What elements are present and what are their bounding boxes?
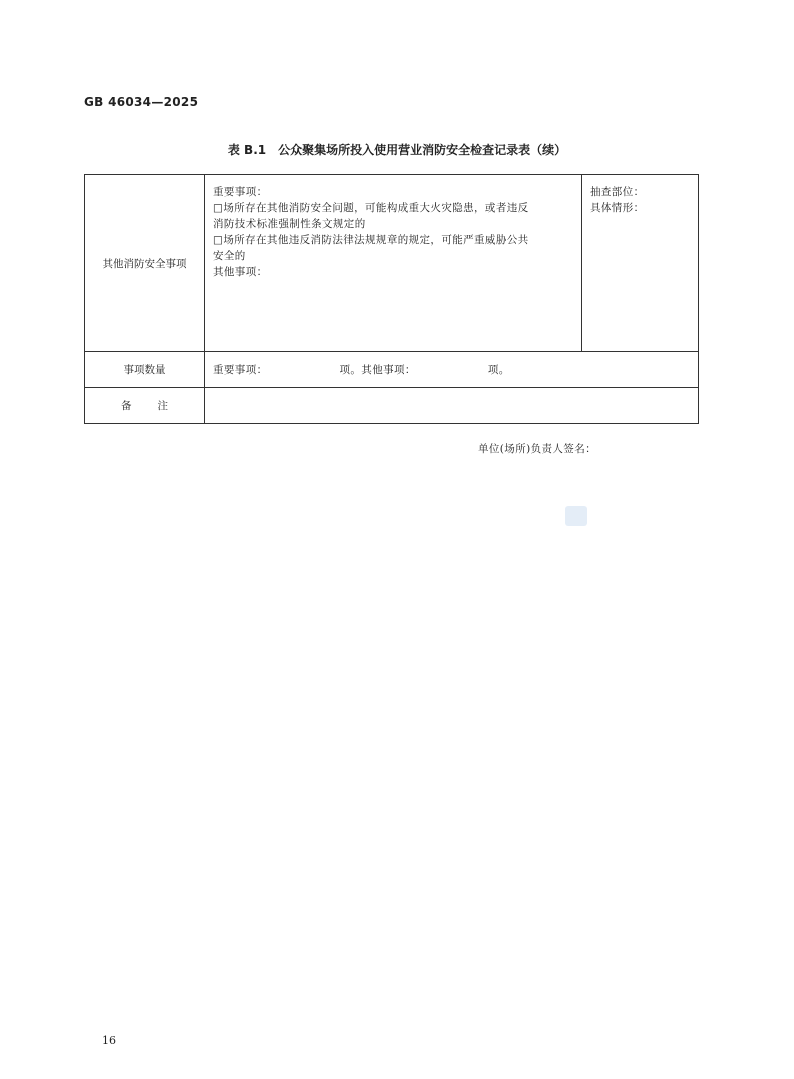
table-title: 表 B.1 公众聚集场所投入使用营业消防安全检查记录表（续） — [227, 143, 567, 157]
item-count-content — [205, 352, 699, 388]
important-items-heading: 重要事项： — [213, 186, 268, 198]
remarks-field[interactable] — [205, 388, 699, 424]
item-count-label: 事项数量 — [85, 352, 205, 388]
important-count-label: 重要事项： — [213, 364, 268, 376]
page-number: 16 — [102, 1034, 116, 1047]
checkbox-item-major-hazard-cont: 消防技术标准强制性条文规定的 — [213, 218, 366, 230]
table-row-remarks — [85, 388, 699, 424]
important-count-suffix: 项。其他事项： — [339, 364, 416, 376]
remarks-label — [85, 388, 205, 424]
checkbox-item-major-hazard[interactable]: □场所存在其他消防安全问题，可能构成重大火灾隐患，或者违反 — [213, 202, 529, 214]
checkbox-item-law-violation[interactable]: □场所存在其他违反消防法律法规规章的规定，可能严重威胁公共 — [213, 234, 529, 246]
other-issues-content — [205, 175, 582, 352]
checkbox-item-law-violation-cont: 安全的 — [213, 250, 246, 262]
table-row-other-issues — [85, 175, 699, 352]
location-cell — [582, 175, 699, 352]
other-count-suffix: 项。 — [487, 364, 510, 376]
sampled-location-label: 抽查部位： — [590, 186, 645, 198]
remarks-label-char-2: 注 — [157, 400, 168, 412]
other-items-heading: 其他事项： — [213, 266, 268, 278]
remarks-label-char-1: 备 — [121, 400, 132, 412]
table-row-item-count — [85, 352, 699, 388]
specific-situation-label: 具体情形： — [590, 202, 645, 214]
inspection-record-table — [84, 174, 699, 424]
watermark-logo-icon — [565, 506, 587, 526]
signature-label: 单位(场所)负责人签名： — [478, 443, 596, 455]
standard-code: GB 46034—2025 — [84, 95, 199, 109]
other-issues-label: 其他消防安全事项 — [85, 175, 205, 352]
